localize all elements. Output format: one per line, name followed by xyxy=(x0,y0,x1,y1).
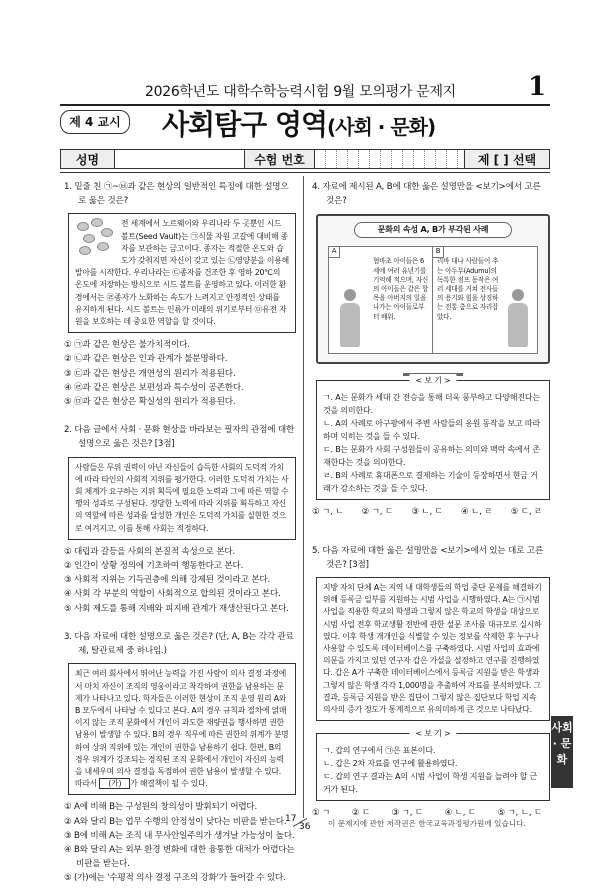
choice-1[interactable]: ① A에 비해 B는 구성원의 창의성이 발휘되기 어렵다. xyxy=(64,802,258,813)
answer-choices xyxy=(312,505,550,519)
passage-text: 최근 여러 회사에서 뛰어난 능력을 가진 사람이 의사 결정 과정에서 마치 자신이 조직의 영웅이라고 착각하여 권한을 남용하는 문제가 나타나고 있다. 학자들은 이러한 현상이 조직 운영 원리 A와 B 모두에서 나타날 수 있다고 본다. A의 경우 규칙과 절차에 얽매이지 않는 조직 문화에서 개인이 과도한 재량권을 행사하면 권한 남용이 발생할 수 있다. B의 경우 직무에 따른 권한의 위계가 분명하여 상위 직위에 있는 개인이 권한을 남용하기 쉽다. 한편, B의 경우 위계가 강조되는 경직된 조직 문화에서 개인이 자신의 능력을 내세우며 의사 결정을 독점하여 권한 남용이 발생할 수 있다. 따라서 xyxy=(75,669,289,789)
bogi-item: ㄱ. 갑의 연구에서 ㉠은 표본이다. xyxy=(323,746,436,756)
panel-a xyxy=(328,246,434,354)
bogi-label: < 보 기 > xyxy=(409,374,456,387)
panel-b-text: 리바 대나 사람들이 추는 아두무(Adumu)의 독특한 점프 동작은 여러 세대를 거쳐 전사들의 용기와 힘을 상징하는 전통 춤으로 자리잡았다. xyxy=(437,257,499,321)
question-passage xyxy=(68,663,296,795)
answer-choices xyxy=(64,800,296,885)
question-2 xyxy=(64,423,296,616)
answer-choices xyxy=(64,545,296,616)
question-3 xyxy=(64,630,296,886)
choice-3[interactable]: ③ 사회적 지위는 기득권층에 의해 강제된 것이라고 본다. xyxy=(64,575,270,586)
choice-1[interactable]: ① 대립과 갈등을 사회의 본질적 속성으로 본다. xyxy=(64,546,236,557)
choice-1[interactable]: ① ㄱ, ㄴ xyxy=(312,507,344,518)
bogi-item: ㄴ. 갑은 2차 자료를 연구에 활용하였다. xyxy=(323,759,458,769)
subject-title xyxy=(162,103,435,143)
choice-4[interactable]: ④ B와 달리 A는 외부 환경 변화에 대한 융통한 대처가 어렵다는 비판을 받는다. xyxy=(64,844,295,870)
choice-2[interactable]: ② ㄷ xyxy=(351,808,370,819)
selection-label: 제 [ ] 선택 xyxy=(465,150,549,168)
question-1 xyxy=(64,180,296,409)
passage-text: 전 세계에서 노르웨이와 우리나라 두 곳뿐인 시드 볼트(Seed Vault)는 ㉠식물 자원 고갈에 대비해 종자를 보관하는 금고이다. 종자는 적절한 온도와 습도가 갖춰지면 자신이 갖고 있는 ㉡영양분을 이용해 발아를 시작한다. 우리나라는 ㉢종자를 건조한 후 영하 20℃의 온도에 저장하는 방식으로 시드 볼트를 운영하고 있다. 이러한 환경에서는 ㉣종자가 노화하는 속도가 느려지고 안정적인 상태를 유지하게 된다. 시드 볼트는 인류가 미래의 위기로부터 ㉤유전 자원을 보호하는 데 중요한 역할을 할 것이다. xyxy=(75,219,289,327)
panel-b xyxy=(432,246,538,354)
exam-number-label: 수험 번호 xyxy=(245,150,315,168)
name-field[interactable] xyxy=(115,150,245,168)
choice-3[interactable]: ③ ㄴ, ㄷ xyxy=(411,507,443,518)
bogi-item: ㄷ. B는 문화가 사회 구성원들이 공유하는 의미와 맥락 속에서 존재한다는 것을 의미한다. xyxy=(323,445,540,468)
footer-page-counter xyxy=(283,814,315,832)
choice-4[interactable]: ④ 사회 각 부분의 역할이 사회적으로 합의된 것이라고 본다. xyxy=(64,589,281,600)
question-stem: 4. 자료에 제시된 A, B에 대한 옳은 설명만을 <보기>에서 고른 것은? xyxy=(312,182,541,207)
choice-3[interactable]: ③ ㄱ, ㄷ xyxy=(391,808,423,819)
bogi-label: < 보 기 > xyxy=(409,727,456,740)
choice-4[interactable]: ④ ㄴ, ㄹ xyxy=(461,507,493,518)
question-stem: 2. 다음 글에서 사회 · 문화 현상을 바라보는 필자의 관점에 대한 설명으로 옳은 것은? [3점] xyxy=(64,425,295,450)
choice-4[interactable]: ④ ㉣과 같은 현상은 보편성과 특수성이 공존한다. xyxy=(64,382,244,393)
seed-image xyxy=(75,218,115,256)
bogi-item: ㄴ. A의 사례로 아구팡에서 주변 사람들의 옹원 동작을 보고 따라하며 익히는 것을 들 수 있다. xyxy=(323,419,540,442)
header-divider xyxy=(60,172,550,173)
panel-b-tag: B xyxy=(432,246,444,257)
choice-4[interactable]: ④ ㄴ, ㄷ xyxy=(444,808,476,819)
left-column xyxy=(64,180,296,892)
choice-1[interactable]: ① ㉠과 같은 현상은 불가치적이다. xyxy=(64,340,190,351)
choice-2[interactable]: ② ㉡과 같은 현상은 인과 관계가 불분명하다. xyxy=(64,354,228,365)
name-label: 성명 xyxy=(61,150,115,168)
exam-title: 2026학년도 대학수학능력시험 9월 모의평가 문제지 xyxy=(145,84,456,100)
bogi-box xyxy=(316,376,550,500)
choice-2[interactable]: ② 인간이 상황 정의에 기초하여 행동한다고 본다. xyxy=(64,561,244,572)
choice-2[interactable]: ② ㄱ, ㄷ xyxy=(361,507,393,518)
bogi-item: ㄷ. 갑의 연구 결과는 A의 시범 사업이 학생 지원을 늘려야 할 근거가 된다. xyxy=(323,772,538,795)
choice-5[interactable]: ⑤ ㉤과 같은 현상은 확실성의 원리가 적용된다. xyxy=(64,397,236,408)
passage-text-end: 가 해결책이 될 수 있다. xyxy=(130,779,208,789)
choice-5[interactable]: ⑤ (가)에는 '수평적 의사 결정 구조의 강화'가 들어갈 수 있다. xyxy=(64,873,286,884)
choice-3[interactable]: ③ B에 비해 A는 조직 내 무사안일주의가 생겨날 가능성이 높다. xyxy=(64,830,295,841)
footer-total: 36 xyxy=(299,822,311,832)
student-info-row xyxy=(60,149,550,169)
panel-a-tag: A xyxy=(328,246,340,257)
right-column xyxy=(312,180,550,826)
choice-1[interactable]: ① ㄱ xyxy=(312,808,331,819)
exam-number-field[interactable] xyxy=(315,150,465,168)
choice-3[interactable]: ③ ㉢과 같은 현상은 개연성의 원리가 적용된다. xyxy=(64,368,236,379)
choice-5[interactable]: ⑤ ㄷ, ㄹ xyxy=(510,507,542,518)
question-4 xyxy=(312,180,550,520)
answer-choices xyxy=(64,338,296,409)
question-stem: 1. 밑줄 친 ㉠~㉥과 같은 현상의 일반적인 특징에 대한 설명으로 옳은 것은? xyxy=(64,182,289,207)
bogi-box xyxy=(316,729,550,801)
choice-5[interactable]: ⑤ ㄱ, ㄴ, ㄷ xyxy=(497,808,542,819)
page-number: 1 xyxy=(528,72,547,102)
choice-2[interactable]: ② A와 달리 B는 업무 수행의 안정성이 낮다는 비판을 받는다. xyxy=(64,816,287,827)
question-stem: 3. 다음 자료에 대한 설명으로 옳은 것은? (단, A, B는 각각 관료제, 탈관료제 중 하나임.) xyxy=(64,631,294,657)
exam-header xyxy=(0,0,600,150)
panel-a-text: 협바초 아이들은 6세에 여러 유년기를 기억해 적으며, 자신의 아이들은 같은 항목을 아버지의 일을 나가는 아이들로부터 배워. xyxy=(373,257,429,321)
person-figure-icon xyxy=(339,289,361,349)
footer-page: 17 xyxy=(285,814,297,824)
choice-5[interactable]: ⑤ 사회 제도를 통해 지배와 피지배 관계가 재생산된다고 본다. xyxy=(64,603,289,614)
question-passage: 사람들은 무위 권력이 아닌 자신들이 습득한 사회의 도덕적 가치에 따라 타인의 사회적 지위를 평가한다. 이러한 도덕적 가치는 사회 체계가 요구하는 지위 획득에 필요한 노력과 그에 따른 역할 수행의 성과로 구성된다. 정당한 노력에 따라 지위를 획득하고 자신의 역할에 따른 성과를 달성한 개인은 도덕적 가치를 실현한 것으로 여겨지고, 이를 통해 사회는 적정하다. xyxy=(68,457,296,540)
dancer-figure-icon xyxy=(507,289,529,349)
subject-side-tab: 사회 · 문화 xyxy=(551,716,573,788)
question-stem: 5. 다음 자료에 대한 옳은 설명만을 <보기>에서 있는 대로 고른 것은? [3점] xyxy=(312,545,543,570)
period-badge: 제 4 교시 xyxy=(60,110,130,134)
blank-box: (가) xyxy=(99,778,130,789)
presentation-slide xyxy=(316,214,550,364)
column-divider xyxy=(303,176,304,818)
slide-title: 문화의 속성 A, B가 부각된 사례 xyxy=(354,222,512,238)
bogi-item: ㄱ. A는 문화가 세대 간 전승을 통해 더욱 풍부하고 다양해진다는 것을 의미한다. xyxy=(323,393,540,416)
subject-subtitle: (사회 · 문화) xyxy=(327,115,436,139)
copyright-note: 이 문제지에 관한 저작권은 한국교육과정평가원에 있습니다. xyxy=(328,819,526,828)
subject-name: 사회탐구 영역 xyxy=(162,108,328,141)
question-5 xyxy=(312,544,550,821)
question-passage: 지방 자치 단체 A는 지역 내 대학생들의 학업 중단 문제를 해결하기 위해 등록금 일부를 지원하는 시범 사업을 시행하였다. A는 ㉠시범 사업을 적용한 학교의 학생과 그렇지 않은 학교의 학생을 대상으로 시범 사업 전후 학교생활 전반에 관한 설문 조사를 대규모로 실시하였다. 이후 학생 개개인을 식별할 수 있는 정보를 삭제한 후 누구나 사용할 수 있도록 데이터베이스를 구축하였다. 시범 사업의 효과에 의문을 가지고 있던 연구자 갑은 가설을 설정하고 연구를 진행하였다. 갑은 A가 구축한 데이터베이스에서 등록금 지원을 받은 학생과 그렇지 않은 학생 각각 1,000명을 추출하여 자료를 분석하였다. 그 결과, 등록금 지원을 받은 집단이 그렇지 않은 집단보다 학업 지속 의사의 증가 정도가 통계적으로 유의미하게 큰 것으로 나타났다. xyxy=(316,577,550,721)
bogi-item: ㄹ. B의 사례로 휴대폰으로 결제하는 기술이 등장하면서 현금 거래가 감소하는 것을 들 수 있다. xyxy=(323,471,538,494)
question-passage xyxy=(68,213,296,333)
